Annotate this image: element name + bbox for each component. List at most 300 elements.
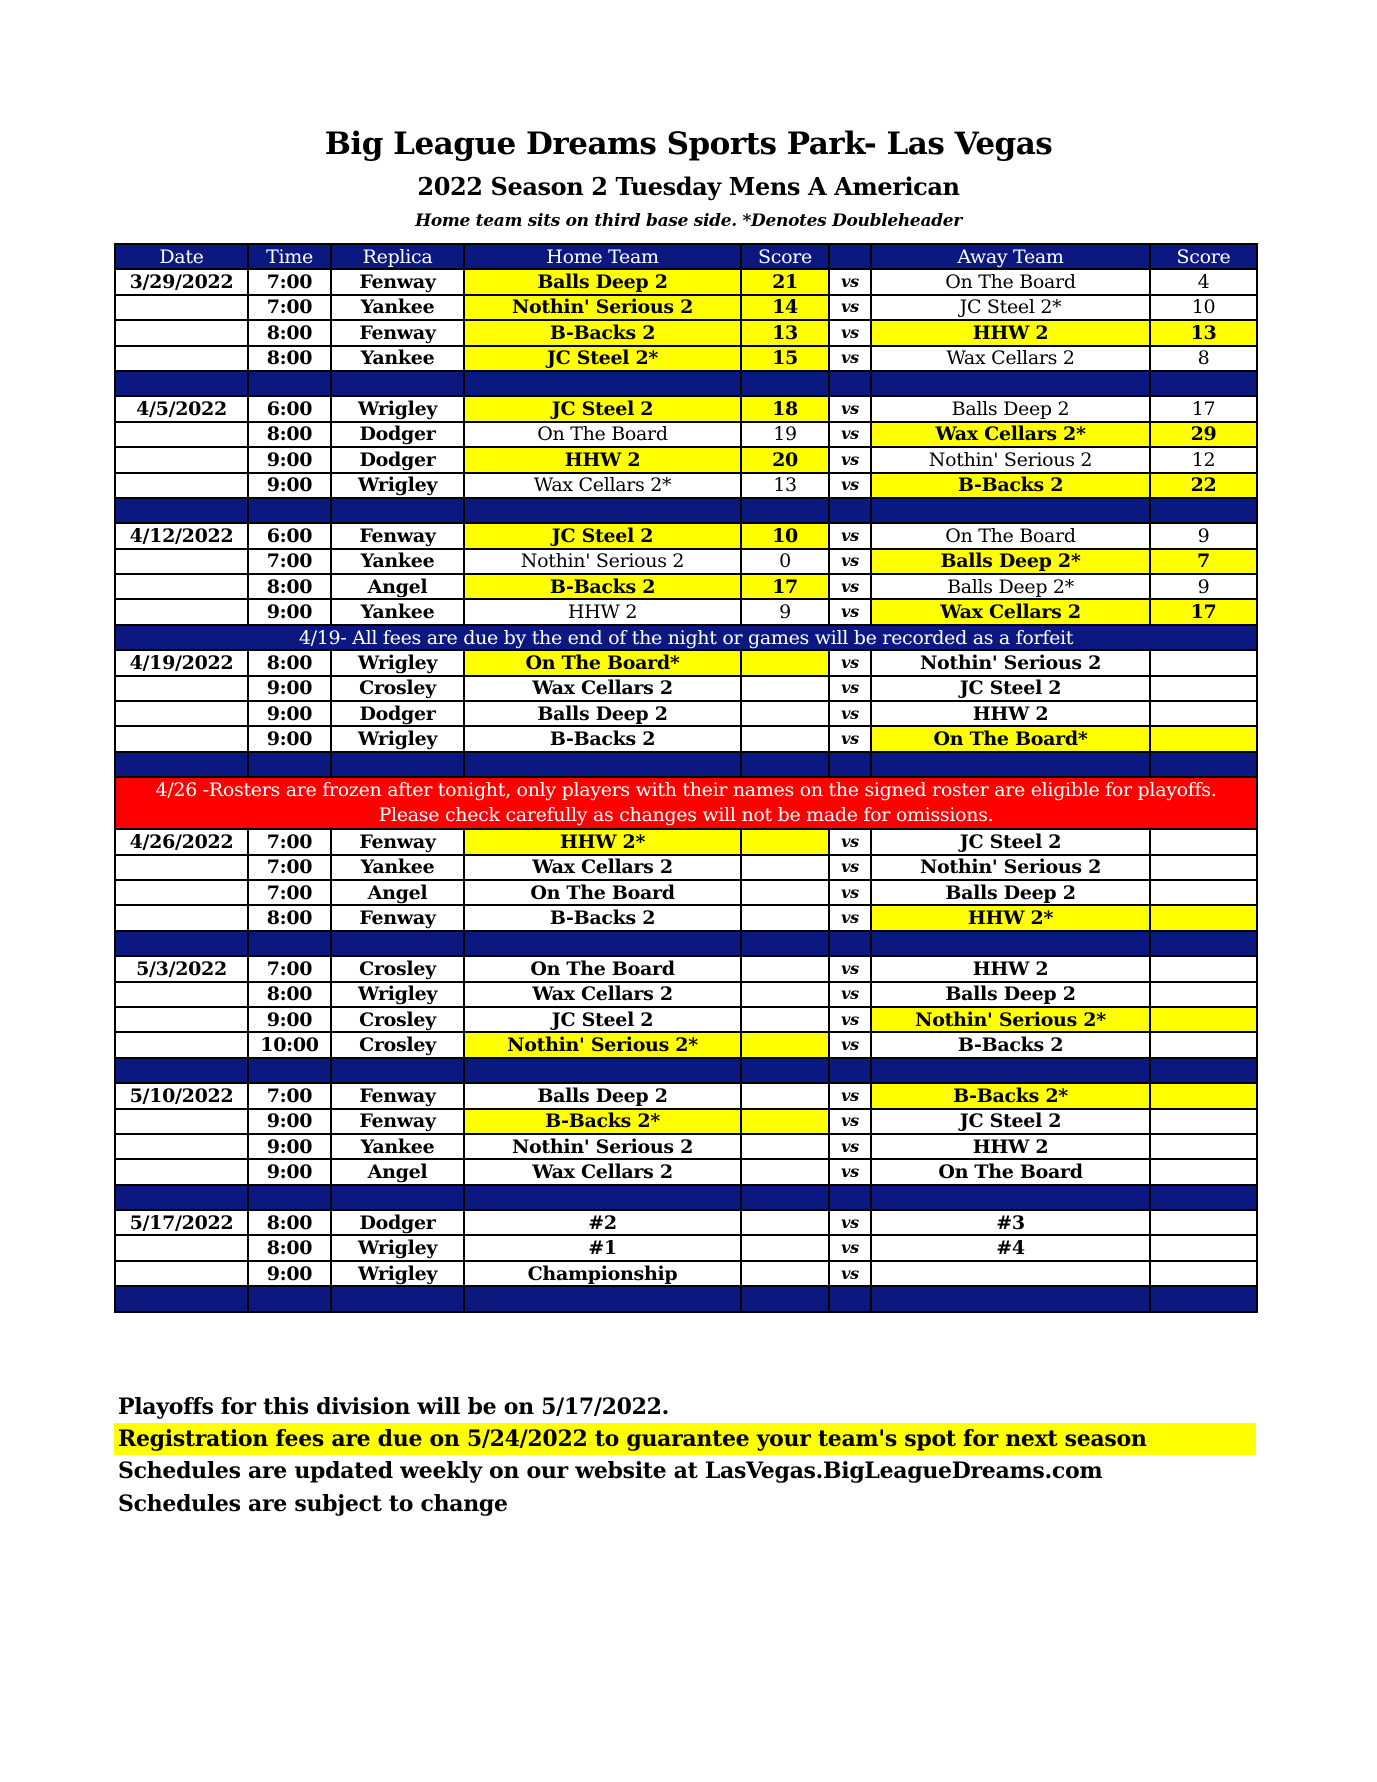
away-team-cell: B-Backs 2	[871, 473, 1150, 498]
page-subtitle: 2022 Season 2 Tuesday Mens A American	[417, 172, 960, 201]
home-score-cell	[741, 855, 829, 880]
replica-cell: Angel	[331, 1159, 464, 1184]
separator-cell	[829, 498, 871, 523]
roster-notice-line-1: 4/26 -Rosters are frozen after tonight, only players with their names on the signed roster are eligible for playoffs.	[155, 779, 1217, 802]
home-team-cell: B-Backs 2*	[464, 1109, 741, 1134]
date-cell: 5/10/2022	[115, 1083, 248, 1108]
date-cell	[115, 320, 248, 345]
separator-cell	[829, 931, 871, 956]
separator-cell	[331, 752, 464, 777]
vs-cell: vs	[829, 346, 871, 371]
time-cell: 8:00	[248, 346, 331, 371]
home-score-cell	[741, 726, 829, 751]
vs-cell: vs	[829, 701, 871, 726]
time-cell: 9:00	[248, 1007, 331, 1032]
separator-cell	[115, 498, 248, 523]
time-cell: 7:00	[248, 1083, 331, 1108]
vs-cell: vs	[829, 1261, 871, 1286]
away-score-cell	[1150, 1159, 1257, 1184]
game-row	[115, 1159, 1257, 1184]
date-cell	[115, 346, 248, 371]
home-score-cell	[741, 956, 829, 981]
vs-cell: vs	[829, 829, 871, 854]
time-cell: 9:00	[248, 726, 331, 751]
separator-cell	[871, 1185, 1150, 1210]
away-score-cell	[1150, 1032, 1257, 1057]
away-score-cell	[1150, 1261, 1257, 1286]
home-team-cell: HHW 2	[464, 599, 741, 624]
playoffs-note: Playoffs for this division will be on 5/17/2022.	[118, 1394, 670, 1420]
separator-cell	[741, 752, 829, 777]
date-cell	[115, 1134, 248, 1159]
date-cell	[115, 574, 248, 599]
away-team-cell: On The Board	[871, 523, 1150, 548]
replica-cell: Dodger	[331, 447, 464, 472]
date-cell	[115, 701, 248, 726]
separator-cell	[115, 1185, 248, 1210]
away-team-cell: Nothin' Serious 2	[871, 650, 1150, 675]
date-cell: 5/17/2022	[115, 1210, 248, 1235]
home-team-cell: Wax Cellars 2*	[464, 473, 741, 498]
home-team-cell: Balls Deep 2	[464, 1083, 741, 1108]
separator-cell	[115, 931, 248, 956]
time-cell: 9:00	[248, 1134, 331, 1159]
separator-cell	[248, 371, 331, 396]
separator-cell	[1150, 1286, 1257, 1311]
registration-note: Registration fees are due on 5/24/2022 to guarantee your team's spot for next season	[114, 1423, 1256, 1455]
away-score-cell: 13	[1150, 320, 1257, 345]
separator-cell	[1150, 1185, 1257, 1210]
time-cell: 9:00	[248, 1261, 331, 1286]
schedule-body	[115, 269, 1257, 1311]
away-score-cell	[1150, 726, 1257, 751]
away-score-cell	[1150, 1007, 1257, 1032]
home-team-cell: Wax Cellars 2	[464, 855, 741, 880]
away-team-cell: Balls Deep 2	[871, 880, 1150, 905]
away-team-cell: HHW 2	[871, 956, 1150, 981]
home-score-cell	[741, 1235, 829, 1260]
col-header-replica: Replica	[331, 244, 464, 269]
time-cell: 8:00	[248, 905, 331, 930]
away-team-cell: Wax Cellars 2	[871, 599, 1150, 624]
home-score-cell	[741, 880, 829, 905]
away-team-cell: JC Steel 2	[871, 829, 1150, 854]
week-separator	[115, 1185, 1257, 1210]
home-score-cell	[741, 1134, 829, 1159]
col-header-home-team: Home Team	[464, 244, 741, 269]
vs-cell: vs	[829, 599, 871, 624]
separator-cell	[1150, 371, 1257, 396]
separator-cell	[871, 1286, 1150, 1311]
separator-cell	[331, 1185, 464, 1210]
vs-cell: vs	[829, 295, 871, 320]
home-team-cell: Nothin' Serious 2*	[464, 1032, 741, 1057]
time-cell: 7:00	[248, 829, 331, 854]
separator-cell	[464, 931, 741, 956]
home-team-cell: B-Backs 2	[464, 726, 741, 751]
replica-cell: Wrigley	[331, 650, 464, 675]
away-score-cell	[1150, 1235, 1257, 1260]
game-row	[115, 855, 1257, 880]
home-team-cell: On The Board	[464, 422, 741, 447]
away-team-cell: B-Backs 2	[871, 1032, 1150, 1057]
game-row	[115, 905, 1257, 930]
replica-cell: Wrigley	[331, 396, 464, 421]
vs-cell: vs	[829, 396, 871, 421]
home-score-cell: 17	[741, 574, 829, 599]
away-team-cell: On The Board	[871, 269, 1150, 294]
game-row	[115, 1235, 1257, 1260]
replica-cell: Crosley	[331, 1007, 464, 1032]
away-score-cell	[1150, 982, 1257, 1007]
time-cell: 7:00	[248, 956, 331, 981]
separator-cell	[248, 931, 331, 956]
separator-cell	[248, 498, 331, 523]
separator-cell	[741, 931, 829, 956]
game-row	[115, 1109, 1257, 1134]
date-cell: 5/3/2022	[115, 956, 248, 981]
date-cell	[115, 473, 248, 498]
home-score-cell	[741, 676, 829, 701]
vs-cell: vs	[829, 523, 871, 548]
separator-cell	[248, 752, 331, 777]
away-team-cell: #3	[871, 1210, 1150, 1235]
replica-cell: Yankee	[331, 599, 464, 624]
vs-cell: vs	[829, 269, 871, 294]
game-row	[115, 320, 1257, 345]
game-row	[115, 1032, 1257, 1057]
vs-cell: vs	[829, 1134, 871, 1159]
time-cell: 9:00	[248, 1109, 331, 1134]
away-score-cell	[1150, 1109, 1257, 1134]
separator-cell	[1150, 1058, 1257, 1083]
home-score-cell	[741, 650, 829, 675]
replica-cell: Fenway	[331, 1083, 464, 1108]
away-score-cell: 12	[1150, 447, 1257, 472]
home-score-cell	[741, 1032, 829, 1057]
vs-cell: vs	[829, 1007, 871, 1032]
home-score-cell	[741, 1109, 829, 1134]
replica-cell: Wrigley	[331, 1235, 464, 1260]
vs-cell: vs	[829, 1083, 871, 1108]
separator-cell	[871, 931, 1150, 956]
page-title: Big League Dreams Sports Park- Las Vegas	[324, 126, 1053, 162]
date-cell	[115, 880, 248, 905]
col-header-away-score: Score	[1150, 244, 1257, 269]
home-score-cell: 0	[741, 549, 829, 574]
fee-notice-row	[115, 625, 1257, 650]
date-cell	[115, 1032, 248, 1057]
away-score-cell	[1150, 1134, 1257, 1159]
game-row	[115, 676, 1257, 701]
vs-cell: vs	[829, 1235, 871, 1260]
separator-cell	[741, 1286, 829, 1311]
separator-cell	[248, 1058, 331, 1083]
home-team-cell: On The Board	[464, 880, 741, 905]
week-separator	[115, 498, 1257, 523]
home-team-cell: Balls Deep 2	[464, 269, 741, 294]
home-score-cell	[741, 829, 829, 854]
replica-cell: Angel	[331, 880, 464, 905]
away-score-cell	[1150, 676, 1257, 701]
replica-cell: Yankee	[331, 346, 464, 371]
date-cell	[115, 676, 248, 701]
home-score-cell	[741, 1083, 829, 1108]
separator-cell	[464, 1185, 741, 1210]
replica-cell: Dodger	[331, 1210, 464, 1235]
week-separator	[115, 1286, 1257, 1311]
roster-notice-row	[115, 777, 1257, 829]
game-row	[115, 396, 1257, 421]
time-cell: 9:00	[248, 1159, 331, 1184]
game-row	[115, 880, 1257, 905]
game-row	[115, 549, 1257, 574]
replica-cell: Fenway	[331, 320, 464, 345]
home-score-cell: 15	[741, 346, 829, 371]
home-team-cell: On The Board*	[464, 650, 741, 675]
home-score-cell: 19	[741, 422, 829, 447]
vs-cell: vs	[829, 320, 871, 345]
replica-cell: Fenway	[331, 829, 464, 854]
game-row	[115, 829, 1257, 854]
separator-cell	[331, 1286, 464, 1311]
week-separator	[115, 931, 1257, 956]
away-score-cell: 7	[1150, 549, 1257, 574]
separator-cell	[331, 371, 464, 396]
separator-cell	[829, 1286, 871, 1311]
date-cell: 4/26/2022	[115, 829, 248, 854]
away-score-cell	[1150, 956, 1257, 981]
away-team-cell: B-Backs 2*	[871, 1083, 1150, 1108]
away-score-cell: 9	[1150, 574, 1257, 599]
replica-cell: Wrigley	[331, 726, 464, 751]
table-header-row	[115, 244, 1257, 269]
home-team-cell: JC Steel 2*	[464, 346, 741, 371]
page-note: Home team sits on third base side. *Denotes Doubleheader	[415, 211, 962, 231]
game-row	[115, 1083, 1257, 1108]
website-note: Schedules are updated weekly on our website at LasVegas.BigLeagueDreams.com	[118, 1458, 1103, 1484]
replica-cell: Wrigley	[331, 473, 464, 498]
time-cell: 9:00	[248, 473, 331, 498]
vs-cell: vs	[829, 1210, 871, 1235]
replica-cell: Yankee	[331, 855, 464, 880]
week-separator	[115, 371, 1257, 396]
time-cell: 8:00	[248, 982, 331, 1007]
replica-cell: Yankee	[331, 549, 464, 574]
away-team-cell: Nothin' Serious 2	[871, 447, 1150, 472]
date-cell	[115, 855, 248, 880]
vs-cell: vs	[829, 982, 871, 1007]
home-score-cell: 20	[741, 447, 829, 472]
away-score-cell: 10	[1150, 295, 1257, 320]
game-row	[115, 1261, 1257, 1286]
away-team-cell: Balls Deep 2*	[871, 574, 1150, 599]
time-cell: 8:00	[248, 1235, 331, 1260]
home-team-cell: JC Steel 2	[464, 523, 741, 548]
away-score-cell: 29	[1150, 422, 1257, 447]
vs-cell: vs	[829, 1159, 871, 1184]
replica-cell: Fenway	[331, 1109, 464, 1134]
away-team-cell: HHW 2	[871, 320, 1150, 345]
time-cell: 8:00	[248, 1210, 331, 1235]
time-cell: 8:00	[248, 422, 331, 447]
replica-cell: Crosley	[331, 1032, 464, 1057]
separator-cell	[464, 1286, 741, 1311]
time-cell: 8:00	[248, 320, 331, 345]
game-row	[115, 473, 1257, 498]
game-row	[115, 1210, 1257, 1235]
home-team-cell: Championship	[464, 1261, 741, 1286]
change-note: Schedules are subject to change	[118, 1491, 508, 1517]
away-team-cell: On The Board*	[871, 726, 1150, 751]
time-cell: 9:00	[248, 676, 331, 701]
home-team-cell: HHW 2	[464, 447, 741, 472]
game-row	[115, 1134, 1257, 1159]
home-team-cell: Wax Cellars 2	[464, 676, 741, 701]
home-team-cell: #2	[464, 1210, 741, 1235]
separator-cell	[829, 1185, 871, 1210]
time-cell: 9:00	[248, 447, 331, 472]
separator-cell	[115, 752, 248, 777]
away-team-cell: HHW 2	[871, 701, 1150, 726]
time-cell: 9:00	[248, 599, 331, 624]
time-cell: 7:00	[248, 549, 331, 574]
time-cell: 6:00	[248, 523, 331, 548]
vs-cell: vs	[829, 1109, 871, 1134]
separator-cell	[464, 371, 741, 396]
away-score-cell: 8	[1150, 346, 1257, 371]
away-score-cell	[1150, 1083, 1257, 1108]
home-score-cell: 13	[741, 320, 829, 345]
home-score-cell: 14	[741, 295, 829, 320]
separator-cell	[248, 1286, 331, 1311]
away-score-cell: 17	[1150, 599, 1257, 624]
home-team-cell: Nothin' Serious 2	[464, 549, 741, 574]
vs-cell: vs	[829, 905, 871, 930]
replica-cell: Fenway	[331, 523, 464, 548]
date-cell	[115, 599, 248, 624]
separator-cell	[741, 371, 829, 396]
home-score-cell	[741, 1261, 829, 1286]
separator-cell	[741, 1185, 829, 1210]
time-cell: 7:00	[248, 855, 331, 880]
away-team-cell: Wax Cellars 2	[871, 346, 1150, 371]
game-row	[115, 982, 1257, 1007]
separator-cell	[331, 931, 464, 956]
game-row	[115, 346, 1257, 371]
separator-cell	[829, 752, 871, 777]
away-team-cell: #4	[871, 1235, 1150, 1260]
week-separator	[115, 1058, 1257, 1083]
replica-cell: Fenway	[331, 269, 464, 294]
time-cell: 8:00	[248, 650, 331, 675]
game-row	[115, 1007, 1257, 1032]
away-score-cell	[1150, 829, 1257, 854]
vs-cell: vs	[829, 422, 871, 447]
time-cell: 10:00	[248, 1032, 331, 1057]
date-cell: 4/19/2022	[115, 650, 248, 675]
col-header-date: Date	[115, 244, 248, 269]
time-cell: 7:00	[248, 295, 331, 320]
away-score-cell	[1150, 701, 1257, 726]
away-team-cell: Balls Deep 2*	[871, 549, 1150, 574]
separator-cell	[1150, 752, 1257, 777]
date-cell: 4/5/2022	[115, 396, 248, 421]
away-score-cell: 17	[1150, 396, 1257, 421]
schedule-table	[114, 243, 1258, 1313]
game-row	[115, 726, 1257, 751]
date-cell	[115, 1109, 248, 1134]
away-score-cell	[1150, 650, 1257, 675]
home-team-cell: B-Backs 2	[464, 905, 741, 930]
home-team-cell: Wax Cellars 2	[464, 1159, 741, 1184]
vs-cell: vs	[829, 549, 871, 574]
game-row	[115, 599, 1257, 624]
home-score-cell	[741, 1159, 829, 1184]
home-team-cell: #1	[464, 1235, 741, 1260]
away-team-cell: HHW 2*	[871, 905, 1150, 930]
date-cell	[115, 422, 248, 447]
separator-cell	[871, 752, 1150, 777]
away-score-cell: 4	[1150, 269, 1257, 294]
vs-cell: vs	[829, 447, 871, 472]
date-cell	[115, 1159, 248, 1184]
date-cell	[115, 1235, 248, 1260]
vs-cell: vs	[829, 574, 871, 599]
separator-cell	[829, 371, 871, 396]
home-team-cell: HHW 2*	[464, 829, 741, 854]
fee-notice: 4/19- All fees are due by the end of the night or games will be recorded as a forfeit	[115, 625, 1257, 650]
vs-cell: vs	[829, 473, 871, 498]
separator-cell	[115, 1058, 248, 1083]
separator-cell	[1150, 931, 1257, 956]
away-team-cell: Balls Deep 2	[871, 396, 1150, 421]
separator-cell	[115, 371, 248, 396]
away-score-cell: 22	[1150, 473, 1257, 498]
date-cell	[115, 1261, 248, 1286]
vs-cell: vs	[829, 650, 871, 675]
roster-notice	[115, 777, 1257, 829]
replica-cell: Yankee	[331, 1134, 464, 1159]
away-team-cell: On The Board	[871, 1159, 1150, 1184]
replica-cell: Angel	[331, 574, 464, 599]
separator-cell	[871, 498, 1150, 523]
home-team-cell: On The Board	[464, 956, 741, 981]
vs-cell: vs	[829, 676, 871, 701]
home-team-cell: JC Steel 2	[464, 1007, 741, 1032]
away-score-cell: 9	[1150, 523, 1257, 548]
vs-cell: vs	[829, 726, 871, 751]
date-cell	[115, 549, 248, 574]
col-header-home-score: Score	[741, 244, 829, 269]
home-score-cell: 21	[741, 269, 829, 294]
col-header-vs	[829, 244, 871, 269]
replica-cell: Wrigley	[331, 982, 464, 1007]
separator-cell	[248, 1185, 331, 1210]
home-score-cell: 9	[741, 599, 829, 624]
game-row	[115, 701, 1257, 726]
away-team-cell: Balls Deep 2	[871, 982, 1150, 1007]
date-cell	[115, 982, 248, 1007]
home-score-cell	[741, 701, 829, 726]
replica-cell: Dodger	[331, 701, 464, 726]
home-team-cell: Nothin' Serious 2	[464, 295, 741, 320]
separator-cell	[464, 752, 741, 777]
separator-cell	[464, 498, 741, 523]
time-cell: 7:00	[248, 269, 331, 294]
home-score-cell: 18	[741, 396, 829, 421]
home-team-cell: B-Backs 2	[464, 320, 741, 345]
